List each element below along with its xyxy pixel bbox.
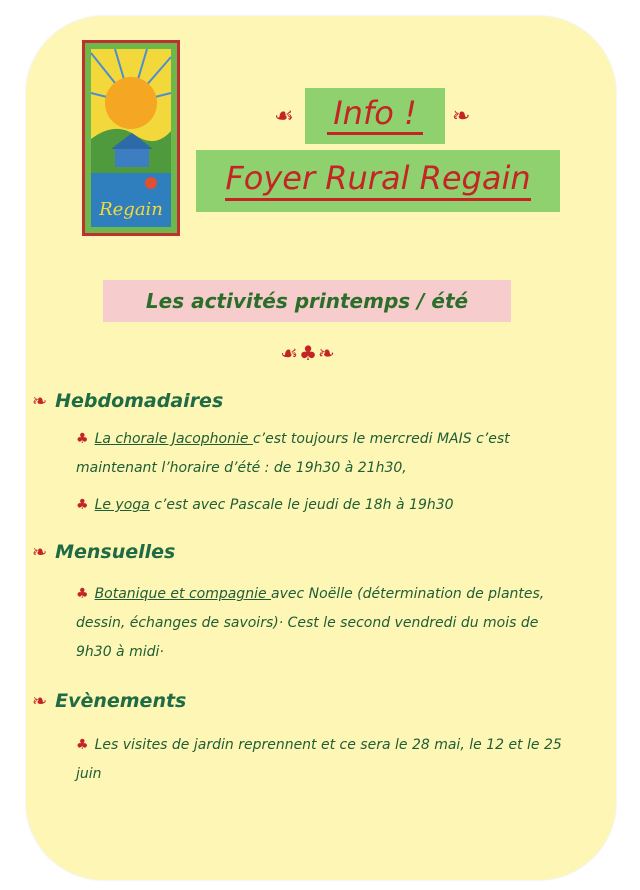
yoga-link-text: Le yoga <box>94 497 150 513</box>
fleuron-right-icon: ❧ <box>318 341 336 365</box>
section-arrow-icon: ❧ <box>32 542 48 563</box>
chorale-text: c’est toujours le mercredi MAIS c’est maintenant l’horaire d’été : de 19h30 à 21h30, <box>76 431 510 476</box>
fleuron-left-icon: ☙ <box>280 341 300 365</box>
botanique-link-text: Botanique et compagnie <box>94 586 272 602</box>
fleuron-divider <box>262 343 354 363</box>
club-icon: ♣ <box>299 341 319 365</box>
section-arrow-icon: ❧ <box>32 391 48 412</box>
botanique-text: avec Noëlle (détermination de plantes, dessin, échanges de savoirs)· Cest le second vendredi du mois de 9h30 à midi· <box>76 586 545 660</box>
info-title-box <box>305 88 445 144</box>
club-bullet-icon: ♣ <box>76 497 89 513</box>
regain-logo-image <box>85 43 177 233</box>
visites-text: Les visites de jardin reprennent et ce sera le 28 mai, le 12 et le 25 juin <box>76 737 562 782</box>
section-heading-evenements <box>32 690 186 712</box>
foyer-title: Foyer Rural Regain <box>225 158 530 201</box>
season-banner: Les activités printemps / été <box>103 280 511 322</box>
chorale-link-text: La chorale Jacophonie <box>94 431 253 447</box>
regain-logo <box>82 40 180 236</box>
section-heading-text: Mensuelles <box>55 541 176 563</box>
section-arrow-icon: ❧ <box>32 691 48 712</box>
club-bullet-icon: ♣ <box>76 737 89 753</box>
ornament-left-icon: ☙ <box>274 104 294 129</box>
botanique-paragraph <box>76 580 576 667</box>
club-bullet-icon: ♣ <box>76 586 89 602</box>
section-heading-text: Evènements <box>55 690 187 712</box>
visites-paragraph <box>76 731 576 789</box>
yoga-text: c’est avec Pascale le jeudi de 18h à 19h30 <box>149 497 454 513</box>
chorale-paragraph <box>76 425 576 483</box>
info-title: Info ! <box>327 94 423 135</box>
section-heading-text: Hebdomadaires <box>55 390 224 412</box>
yoga-paragraph <box>76 491 576 520</box>
section-heading-hebdomadaires <box>32 390 223 412</box>
ornament-right-icon: ❧ <box>452 104 471 129</box>
logo-text: Regain <box>99 199 163 220</box>
foyer-title-box <box>196 150 560 212</box>
section-heading-mensuelles <box>32 541 175 563</box>
club-bullet-icon: ♣ <box>76 431 89 447</box>
